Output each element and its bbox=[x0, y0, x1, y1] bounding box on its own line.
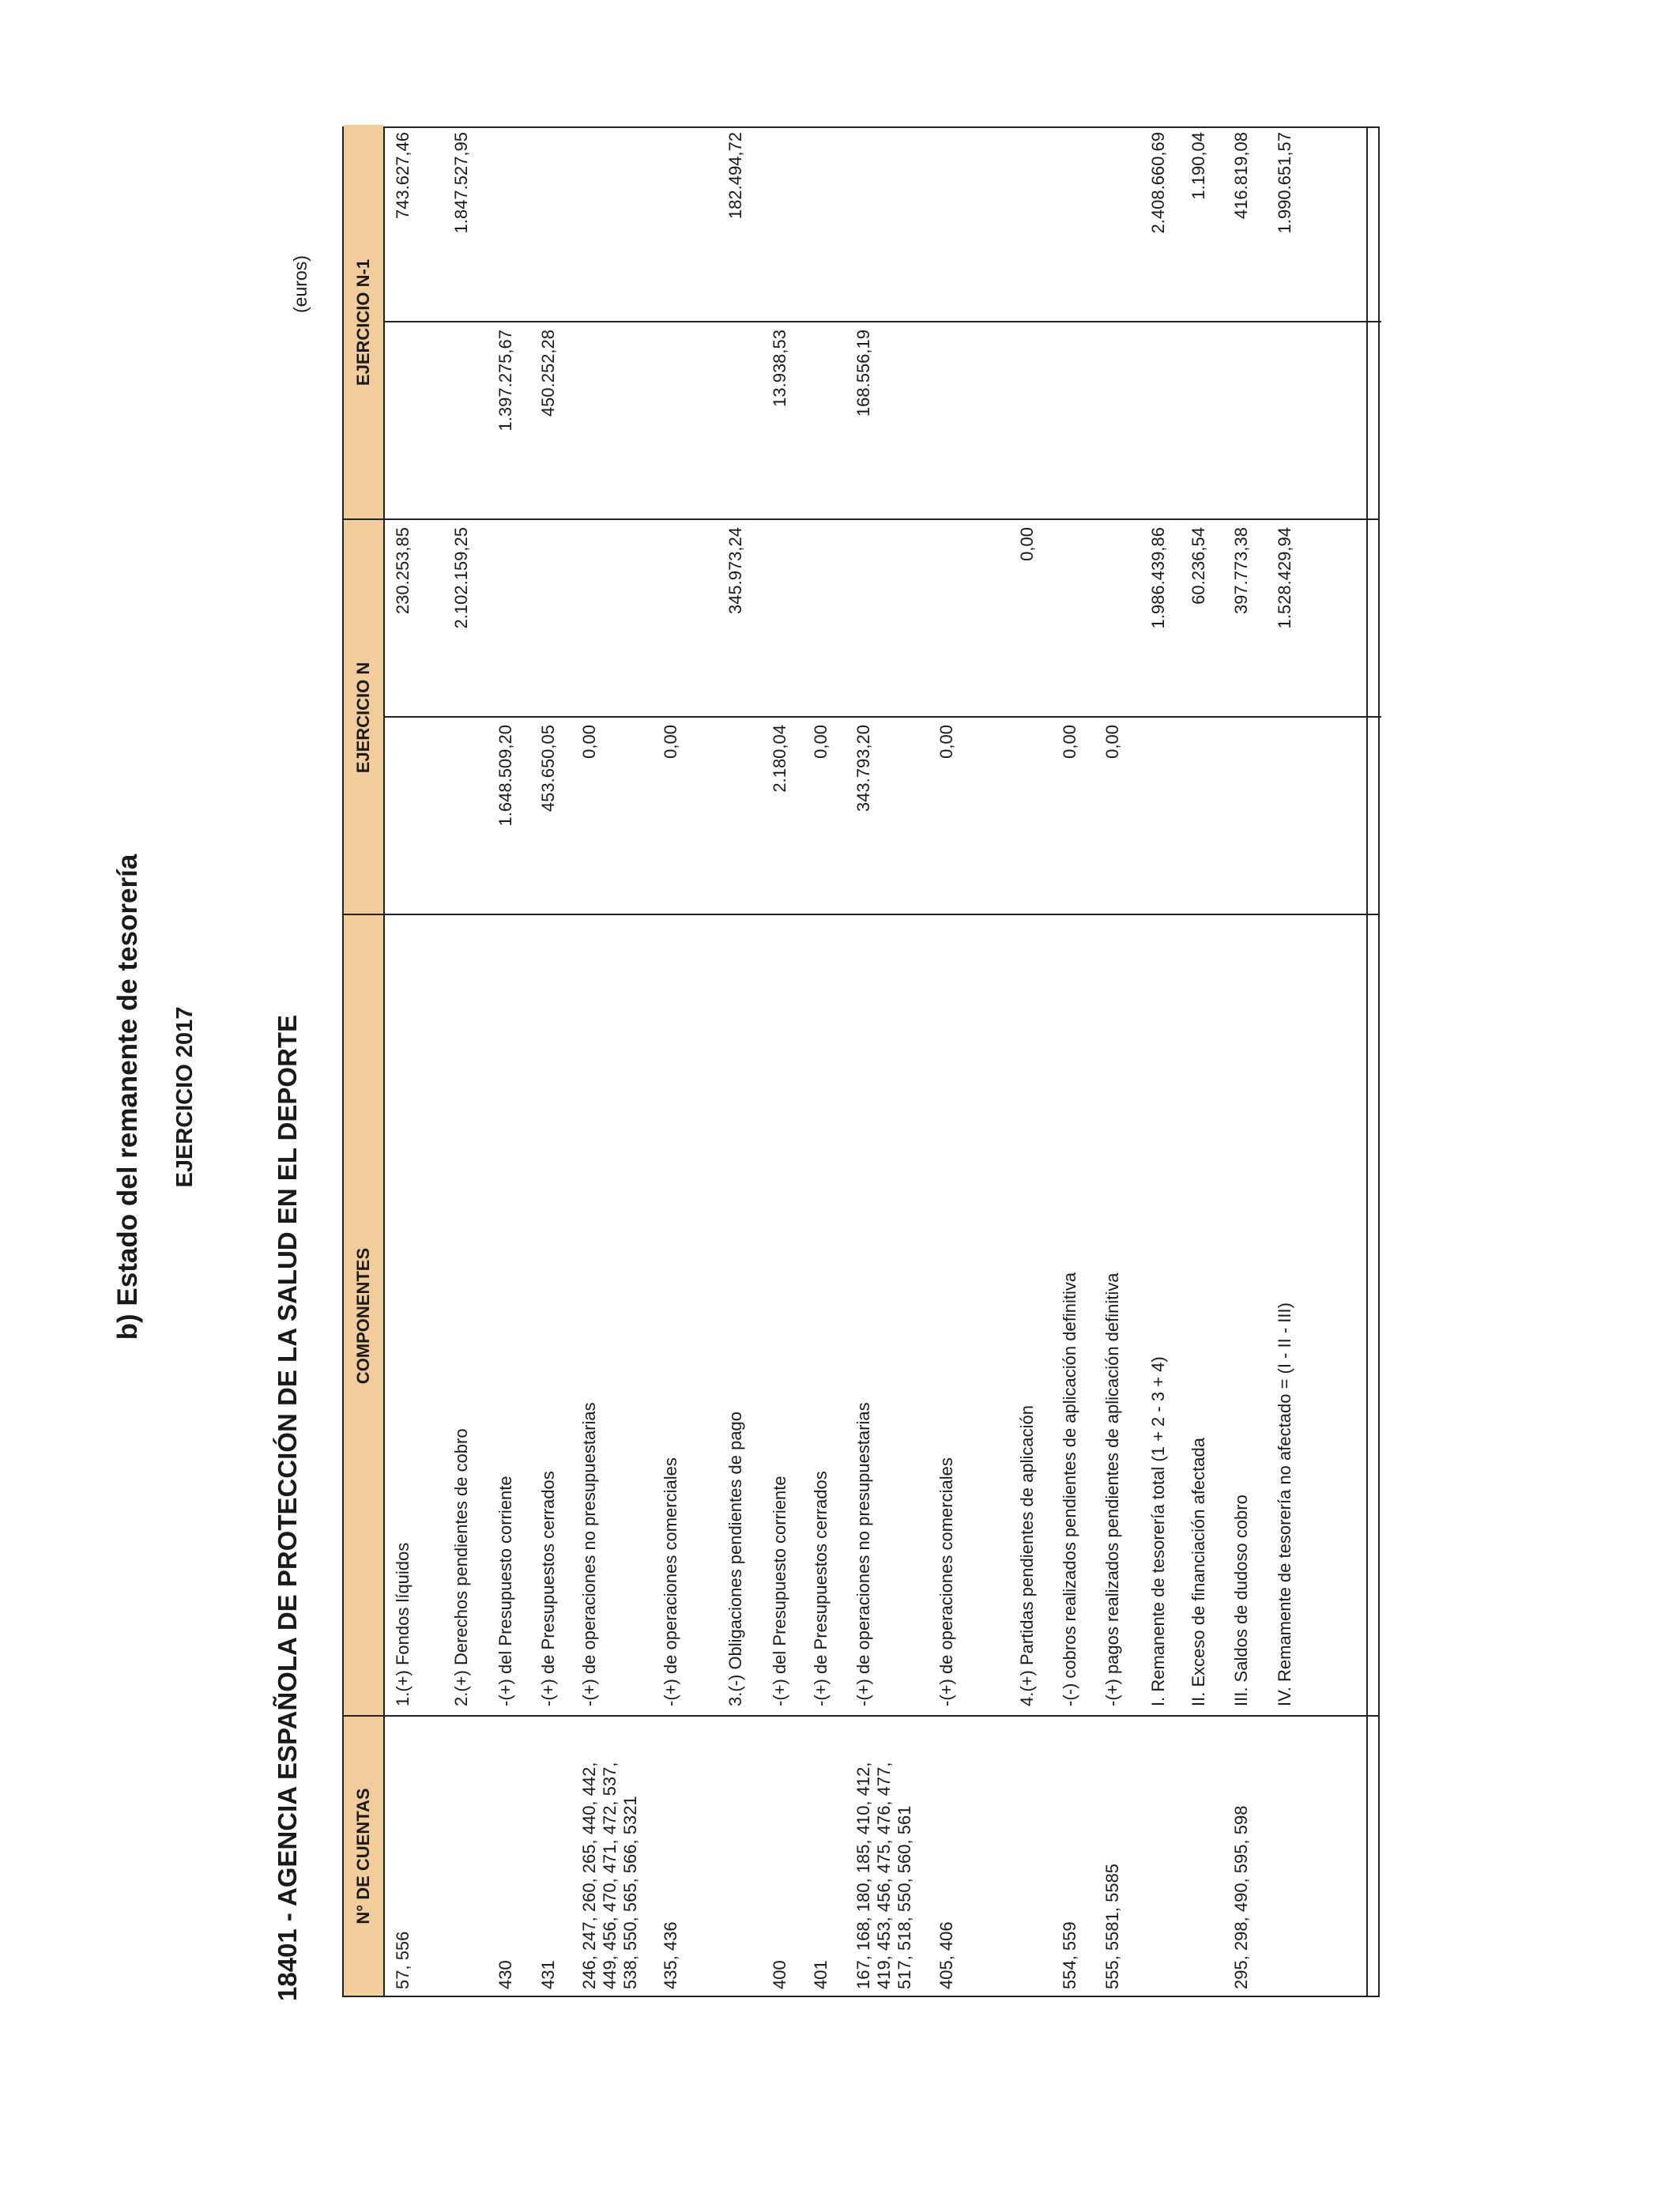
cell-n1-total: 2.408.660,69 bbox=[1148, 132, 1168, 234]
cell-n1-total: 416.819,08 bbox=[1231, 132, 1251, 220]
cell-n-detail: 453.650,05 bbox=[538, 725, 558, 812]
cell-n-detail: 0,00 bbox=[661, 725, 680, 759]
units-label: (euros) bbox=[290, 255, 311, 313]
cell-n-detail: 0,00 bbox=[936, 725, 956, 759]
report-subtitle: EJERCICIO 2017 bbox=[172, 1006, 198, 1188]
cell-accounts: 554, 559 bbox=[1060, 1921, 1079, 1989]
column-divider bbox=[344, 1715, 1378, 1717]
cell-n-total: 1.986.439,86 bbox=[1148, 527, 1168, 629]
cell-n1-total: 1.847.527,95 bbox=[451, 132, 471, 234]
cell-component: -(+) de Presupuestos cerrados bbox=[811, 1471, 831, 1706]
cell-accounts: 400 bbox=[770, 1960, 789, 1989]
cell-n1-total: 1.990.651,57 bbox=[1275, 132, 1294, 234]
cell-accounts: 246, 247, 260, 265, 440, 442, 449, 456, 470, 471, 472, 537, 538, 550, 565, 566, 5321 bbox=[579, 1762, 640, 1989]
cell-n-total: 2.102.159,25 bbox=[451, 527, 471, 629]
cell-n-total: 230.253,85 bbox=[393, 527, 412, 615]
cell-n-detail: 0,00 bbox=[1060, 725, 1079, 759]
cell-component: -(+) de Presupuestos cerrados bbox=[538, 1471, 558, 1706]
column-divider bbox=[344, 518, 1378, 520]
cell-component: 4.(+) Partidas pendientes de aplicación bbox=[1017, 1405, 1037, 1706]
cell-accounts: 295, 298, 490, 595, 598 bbox=[1231, 1805, 1251, 1989]
subcolumn-divider bbox=[383, 716, 1381, 718]
cell-component: II. Exceso de financiación afectada bbox=[1188, 1438, 1208, 1706]
cell-n1-total: 182.494,72 bbox=[725, 132, 745, 220]
cell-n1-total: 1.190,04 bbox=[1188, 132, 1208, 200]
entity-heading: 18401 - AGENCIA ESPAÑOLA DE PROTECCIÓN DE LA SALUD EN EL DEPORTE bbox=[273, 1014, 302, 2001]
cell-n1-detail: 168.556,19 bbox=[853, 330, 873, 417]
cell-n-total: 0,00 bbox=[1017, 527, 1037, 561]
cell-n1-total: 743.627,46 bbox=[393, 132, 412, 220]
cell-accounts: 405, 406 bbox=[936, 1921, 956, 1989]
column-divider bbox=[344, 914, 1378, 915]
cell-accounts: 555, 5581, 5585 bbox=[1102, 1863, 1122, 1989]
cell-component: III. Saldos de dudoso cobro bbox=[1231, 1495, 1251, 1706]
cell-n-detail: 1.648.509,20 bbox=[495, 725, 515, 827]
treasury-remainder-table bbox=[342, 126, 1380, 1997]
cell-n-total: 1.528.429,94 bbox=[1275, 527, 1294, 629]
cell-n-detail: 343.793,20 bbox=[853, 725, 873, 812]
cell-component: -(+) de operaciones no presupuestarias bbox=[853, 1402, 873, 1706]
cell-n-total: 60.236,54 bbox=[1188, 527, 1208, 605]
cell-n-detail: 0,00 bbox=[1102, 725, 1122, 759]
report-title: b) Estado del remanente de tesorería bbox=[112, 854, 143, 1340]
cell-accounts: 430 bbox=[495, 1960, 515, 1989]
cell-component: -(+) de operaciones comerciales bbox=[936, 1457, 956, 1706]
header-year-n: EJERCICIO N bbox=[344, 520, 383, 915]
cell-component: -(+) del Presupuesto corriente bbox=[770, 1476, 789, 1706]
cell-component: 1.(+) Fondos líquidos bbox=[393, 1542, 412, 1706]
cell-n-total: 345.973,24 bbox=[725, 527, 745, 615]
cell-component: -(+) del Presupuesto corriente bbox=[495, 1476, 515, 1706]
cell-component: 2.(+) Derechos pendientes de cobro bbox=[451, 1428, 471, 1706]
cell-component: IV. Remamente de tesorería no afectado = (I - II - III) bbox=[1275, 1302, 1294, 1706]
cell-accounts: 57, 556 bbox=[393, 1931, 412, 1989]
cell-n1-detail: 450.252,28 bbox=[538, 330, 558, 417]
cell-component: -(-) cobros realizados pendientes de aplicación definitiva bbox=[1060, 1272, 1079, 1706]
cell-component: I. Remanente de tesorería total (1 + 2 - 3 + 4) bbox=[1148, 1356, 1168, 1706]
header-components: COMPONENTES bbox=[344, 915, 383, 1717]
cell-accounts: 167, 168, 180, 185, 410, 412, 419, 453, 456, 475, 476, 477, 517, 518, 550, 560, 561 bbox=[853, 1762, 914, 1989]
cell-n-detail: 0,00 bbox=[579, 725, 599, 759]
header-accounts: N° DE CUENTAS bbox=[344, 1717, 383, 1996]
cell-n-detail: 2.180,04 bbox=[770, 725, 789, 793]
cell-component: 3.(-) Obligaciones pendientes de pago bbox=[725, 1411, 745, 1706]
cell-accounts: 401 bbox=[811, 1960, 831, 1989]
subcolumn-divider bbox=[383, 321, 1381, 322]
cell-n-detail: 0,00 bbox=[811, 725, 831, 759]
cell-accounts: 435, 436 bbox=[661, 1921, 680, 1989]
cell-component: -(+) de operaciones no presupuestarias bbox=[579, 1402, 599, 1706]
cell-n1-detail: 13.938,53 bbox=[770, 330, 789, 407]
cell-n1-detail: 1.397.275,67 bbox=[495, 330, 515, 432]
cell-n-total: 397.773,38 bbox=[1231, 527, 1251, 615]
cell-component: -(+) de operaciones comerciales bbox=[661, 1457, 680, 1706]
header-year-n1: EJERCICIO N-1 bbox=[344, 125, 383, 520]
cell-accounts: 431 bbox=[538, 1960, 558, 1989]
cell-component: -(+) pagos realizados pendientes de aplicación definitiva bbox=[1102, 1272, 1122, 1706]
